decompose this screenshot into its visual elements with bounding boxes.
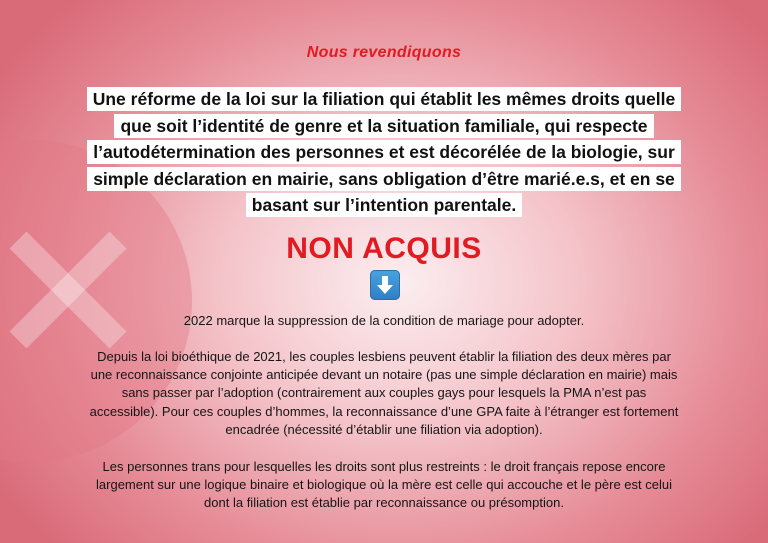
text-line: largement sur une logique binaire et biologique où la mère est celle qui accouche et le père est celui (96, 477, 672, 493)
claim-line: Une réforme de la loi sur la filiation qui établit les mêmes droits quelle (87, 87, 682, 111)
text-line: sans passer par l’adoption (contrairement aux couples gays pour lesquels la PMA n’est pas (121, 385, 647, 401)
status-heading: NON ACQUIS (286, 232, 482, 265)
text-line: dont la filiation est établie par reconnaissance ou présomption. (204, 495, 564, 511)
down-arrow-icon (370, 270, 400, 300)
paragraph-trans-people (50, 458, 718, 513)
kicker-title: Nous revendiquons (306, 44, 462, 61)
text-line: 2022 marque la suppression de la condition de mariage pour adopter. (183, 313, 585, 328)
paragraph-bioethics-law (50, 348, 718, 439)
text-line: Les personnes trans pour lesquelles les droits sont plus restreints : le droit français repose encore (102, 459, 666, 474)
text-line: accessible). Pour ces couples d’hommes, la reconnaissance d’une GPA faite à l’étranger est fortement (89, 403, 679, 419)
text-line: Depuis la loi bioéthique de 2021, les couples lesbiens peuvent établir la filiation des deux mères par (97, 349, 671, 364)
paragraph-adoption (50, 312, 718, 330)
text-line: encadrée (nécessité d’établir une filiation via adoption). (225, 421, 543, 437)
text-line: une reconnaissance conjointe anticipée devant un notaire (pas une simple déclaration en mairie) mais (90, 367, 678, 383)
claim-line: l’autodétermination des personnes et est décorélée de la biologie, sur (87, 140, 681, 164)
claim-line: simple déclaration en mairie, sans obligation d’être marié.e.s, et en se (87, 167, 681, 191)
claim-line: basant sur l’intention parentale. (246, 193, 523, 217)
claim-block (40, 86, 728, 219)
claim-line: que soit l’identité de genre et la situation familiale, qui respecte (114, 114, 653, 138)
